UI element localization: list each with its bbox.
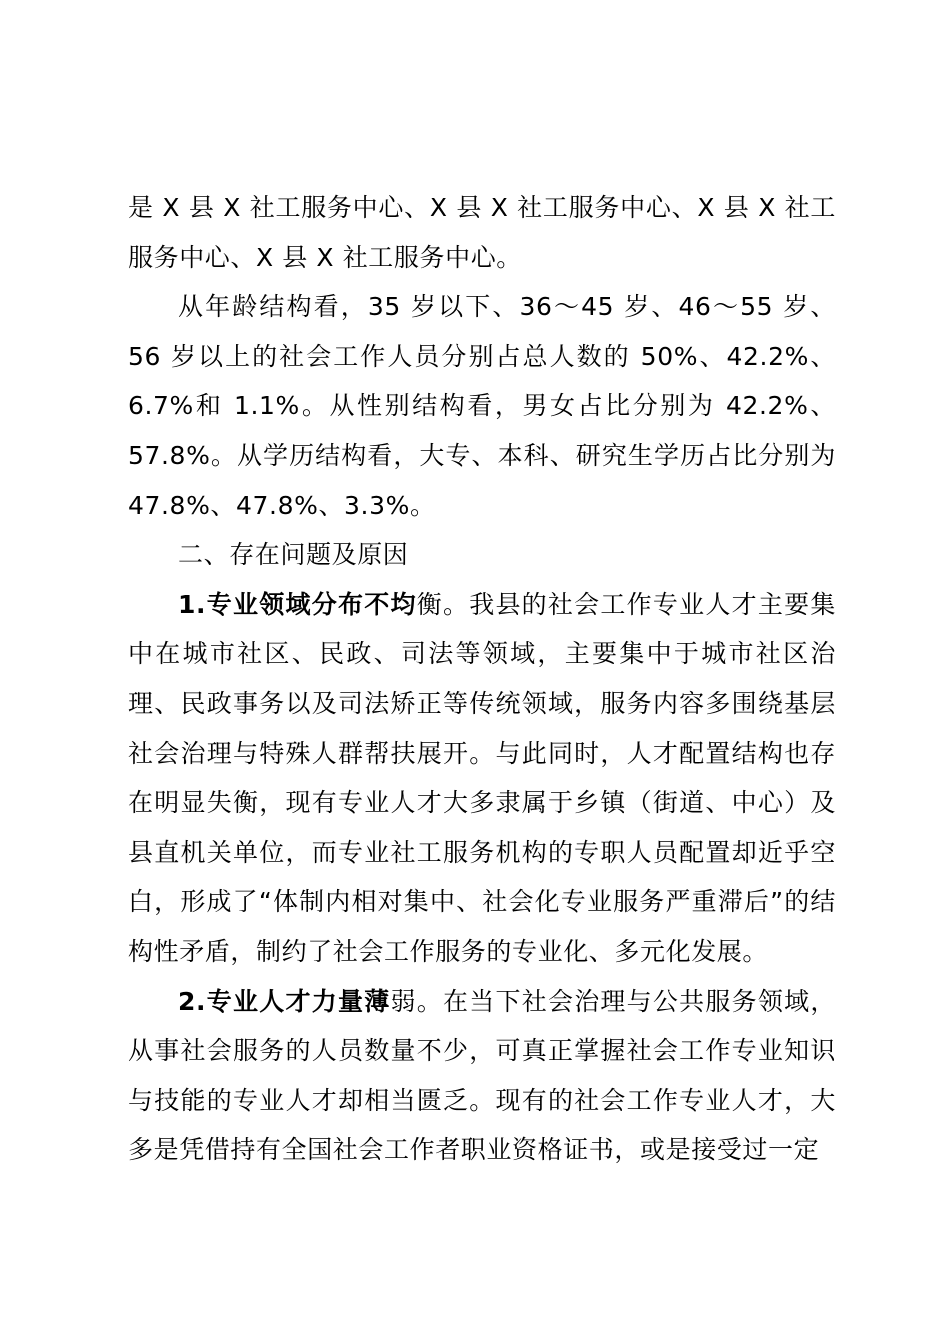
paragraph-service-centers	[128, 183, 836, 282]
paragraph-issue-2	[128, 977, 836, 1175]
section-heading-problems	[128, 530, 836, 580]
section-heading-text: 二、存在问题及原因	[178, 540, 409, 570]
paragraph-text: 是 X 县 X 社工服务中心、X 县 X 社工服务中心、X 县 X 社工服务中心、X 县 X 社工服务中心。	[128, 193, 836, 272]
document-body	[128, 183, 836, 1175]
paragraph-text: 从年龄结构看，35 岁以下、36～45 岁、46～55 岁、56 岁以上的社会工作人员分别占总人数的 50%、42.2%、6.7%和 1.1%。从性别结构看，男女占比分别为 42.2%、57.8%。从学历结构看，大专、本科、研究生学历占比分别为 47.8%、47.8%、3.3%。	[128, 292, 836, 520]
issue-2-bold-lead: 2.专业人才力量薄	[178, 986, 391, 1016]
paragraph-demographics	[128, 282, 836, 530]
paragraph-text: 弱。在当下社会治理与公共服务领域，从事社会服务的人员数量不少，可真正掌握社会工作专业知识与技能的专业人才却相当匮乏。现有的社会工作专业人才，大多是凭借持有全国社会工作者职业资格证书，或是接受过一定	[128, 986, 837, 1165]
issue-1-bold-lead: 1.专业领域分布不均	[178, 589, 417, 619]
paragraph-text: 衡。我县的社会工作专业人才主要集中在城市社区、民政、司法等领域，主要集中于城市社区治理、民政事务以及司法矫正等传统领域，服务内容多围绕基层社会治理与特殊人群帮扶展开。与此同时，人才配置结构也存在明显失衡，现有专业人才大多隶属于乡镇（街道、中心）及县直机关单位，而专业社工服务机构的专职人员配置却近乎空白，形成了“体制内相对集中、社会化专业服务严重滞后”的结构性矛盾，制约了社会工作服务的专业化、多元化发展。	[128, 589, 836, 966]
paragraph-issue-1	[128, 580, 836, 977]
